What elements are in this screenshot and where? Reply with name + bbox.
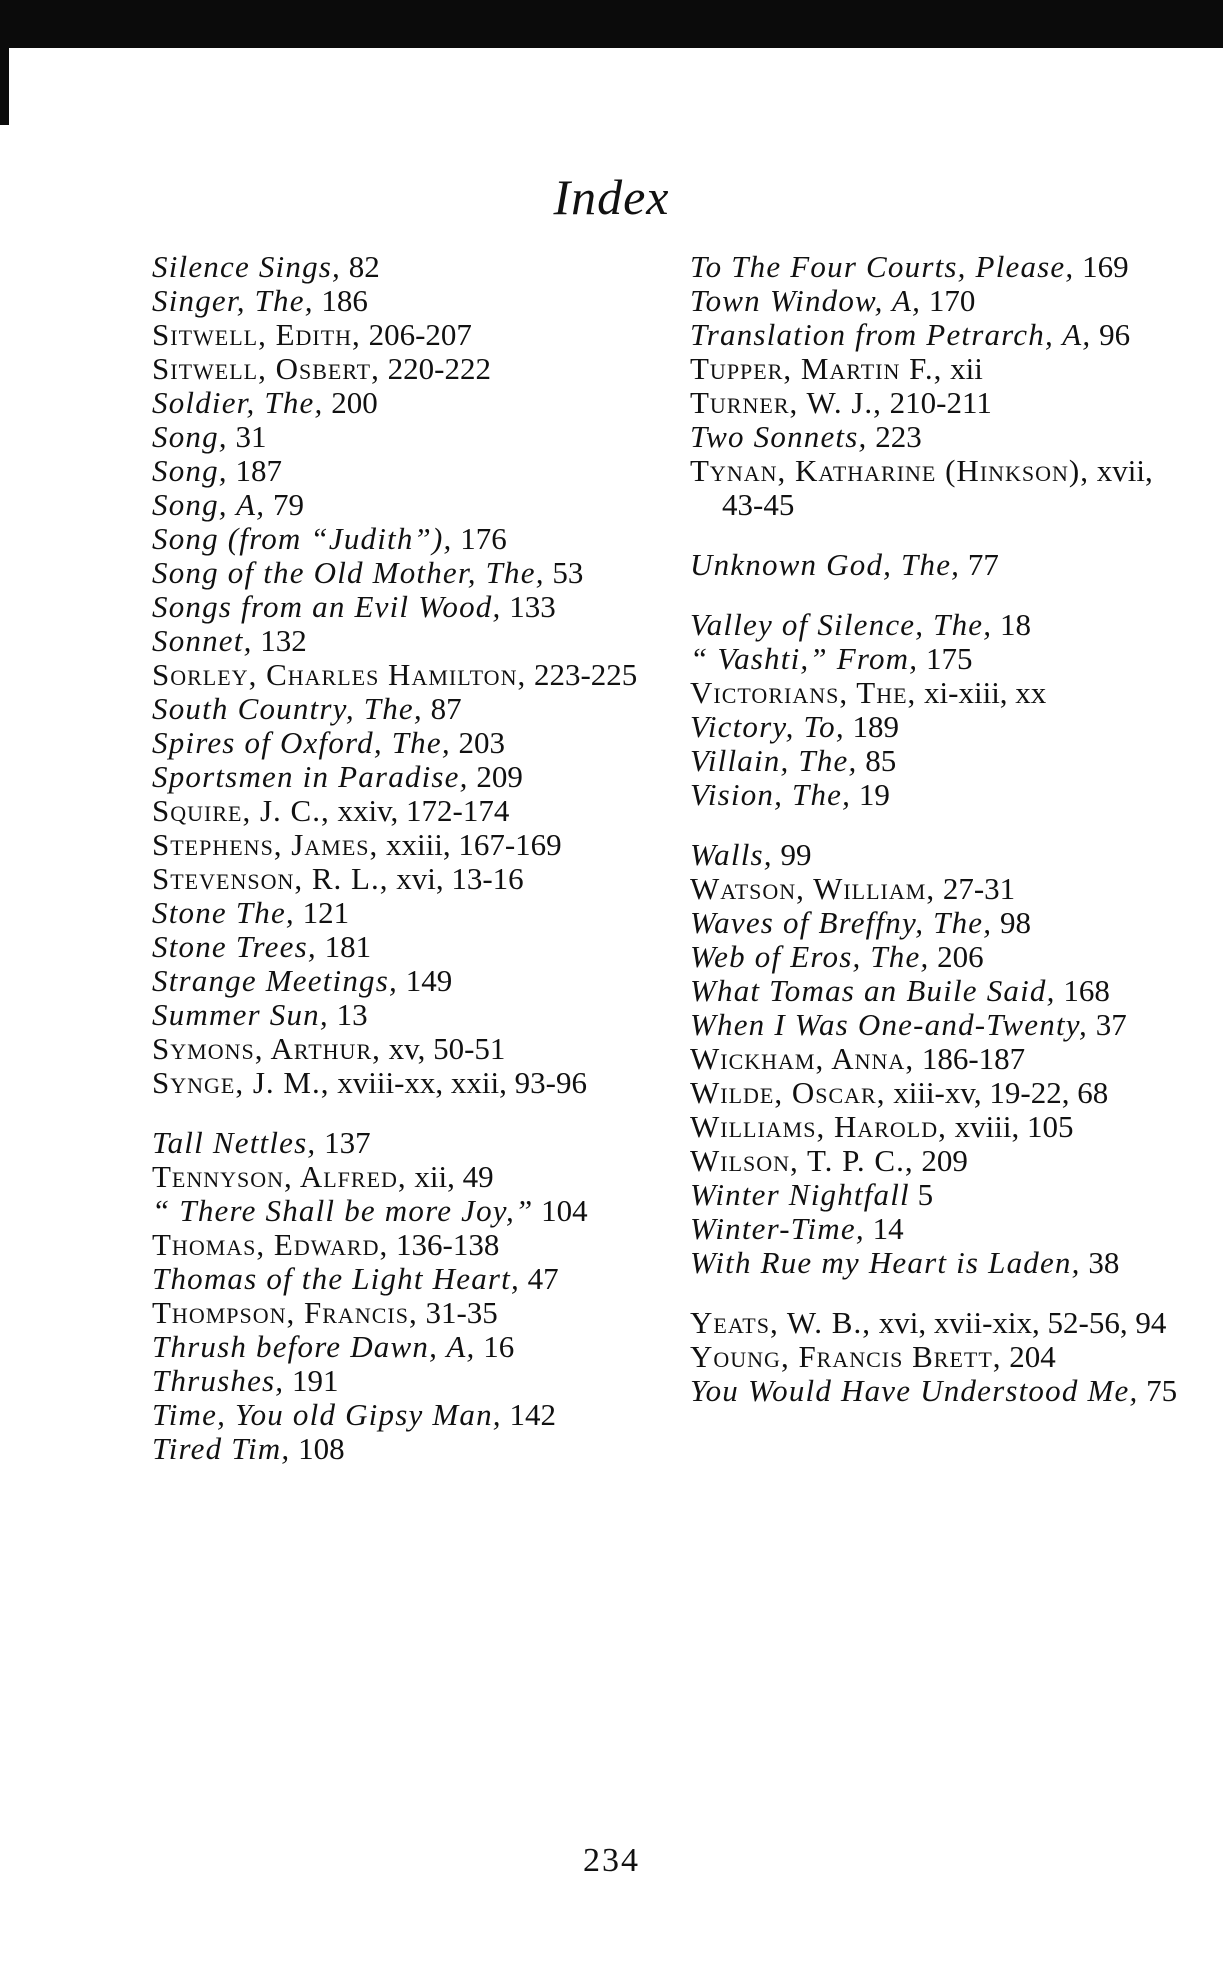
index-entry <box>690 1246 1180 1280</box>
index-entry-term: Sitwell, Osbert, <box>152 351 380 386</box>
index-entry <box>690 1212 1180 1246</box>
index-entry-pages: 137 <box>316 1125 371 1160</box>
index-entry <box>152 760 642 794</box>
index-entry-term: Thrushes, <box>152 1363 285 1398</box>
index-entry <box>690 1306 1180 1340</box>
index-entry-term: Summer Sun, <box>152 997 329 1032</box>
index-entry <box>152 828 642 862</box>
index-entry <box>152 556 642 590</box>
index-entry <box>690 284 1180 318</box>
index-entry-pages: 19 <box>851 777 890 812</box>
index-entry-term: Time, You old Gipsy Man, <box>152 1397 502 1432</box>
index-entry-term: Song, <box>152 419 228 454</box>
index-entry <box>690 1076 1180 1110</box>
index-entry-term: Wilde, Oscar, <box>690 1075 886 1110</box>
index-entry-term: Squire, J. C., <box>152 793 330 828</box>
index-entry-pages: 13 <box>328 997 368 1032</box>
index-entry-pages: 149 <box>397 963 453 998</box>
index-entry-pages: 220-222 <box>379 351 491 386</box>
index-entry-pages: 82 <box>340 249 380 284</box>
index-entry-pages: xvii, 43-45 <box>722 453 1153 522</box>
index-column-left <box>152 250 642 1466</box>
index-entry-term: South Country, The, <box>152 691 423 726</box>
index-entry <box>690 872 1180 906</box>
index-entry-term: Stephens, James, <box>152 827 379 862</box>
index-entry-term: Yeats, W. B., <box>690 1305 871 1340</box>
index-entry-term: You Would Have Understood Me, <box>690 1373 1139 1408</box>
index-entry <box>152 964 642 998</box>
index-entry-term: Wilson, T. P. C., <box>690 1143 914 1178</box>
index-entry-pages: 186-187 <box>914 1041 1026 1076</box>
index-entry-pages: 121 <box>294 895 350 930</box>
index-entry-term: Spires of Oxford, The, <box>152 725 451 760</box>
index-entry-pages: 133 <box>501 589 556 624</box>
index-entry-term: Sportsmen in Paradise, <box>152 759 469 794</box>
index-entry <box>690 744 1180 778</box>
index-entry-term: Song, <box>152 453 228 488</box>
index-entry-term: Wickham, Anna, <box>690 1041 915 1076</box>
index-entry <box>152 1398 642 1432</box>
index-entry-pages: 223 <box>867 419 922 454</box>
index-entry-term: Winter-Time, <box>690 1211 865 1246</box>
index-entry <box>152 896 642 930</box>
index-entry <box>690 838 1180 872</box>
index-entry-term: Williams, Harold, <box>690 1109 947 1144</box>
index-entry-term: Turner, W. J., <box>690 385 882 420</box>
index-entry <box>152 522 642 556</box>
index-entry <box>152 454 642 488</box>
index-entry-pages: 104 <box>533 1193 588 1228</box>
index-entry-term: Stone Trees, <box>152 929 317 964</box>
index-entry-pages: 96 <box>1091 317 1131 352</box>
index-entry-term: “ Vashti,” From, <box>690 641 919 676</box>
index-entry-pages: 14 <box>864 1211 904 1246</box>
index-entry <box>152 284 642 318</box>
index-entry-term: Silence Sings, <box>152 249 341 284</box>
page-title: Index <box>553 169 670 225</box>
index-entry <box>690 710 1180 744</box>
index-entry-pages: 16 <box>475 1329 515 1364</box>
index-entry-pages: 187 <box>227 453 282 488</box>
index-entry-pages: xii, 49 <box>406 1159 494 1194</box>
index-entry-term: Thrush before Dawn, A, <box>152 1329 476 1364</box>
left-border-rule <box>0 0 9 125</box>
index-entry-pages: 108 <box>290 1431 345 1466</box>
index-entry-pages: 132 <box>252 623 307 658</box>
index-entry <box>152 1262 642 1296</box>
index-entry <box>152 1160 642 1194</box>
index-entry-pages: 175 <box>918 641 973 676</box>
index-entry-pages: 176 <box>452 521 507 556</box>
index-entry <box>690 250 1180 284</box>
index-entry-term: Soldier, The, <box>152 385 324 420</box>
index-entry-pages: 170 <box>921 283 976 318</box>
index-entry-term: Two Sonnets, <box>690 419 868 454</box>
index-entry-pages: xi-xiii, xx <box>916 675 1047 710</box>
index-entry <box>152 794 642 828</box>
index-entry-term: Town Window, A, <box>690 283 922 318</box>
index-entry <box>152 1228 642 1262</box>
index-entry-term: Tennyson, Alfred, <box>152 1159 407 1194</box>
index-entry-pages: 210-211 <box>881 385 992 420</box>
index-entry-term: Tynan, Katharine (Hinkson), <box>690 453 1090 488</box>
index-entry-pages: 209 <box>468 759 523 794</box>
index-entry <box>690 1340 1180 1374</box>
index-entry-term: Singer, The, <box>152 283 314 318</box>
index-entry <box>690 386 1180 420</box>
index-entry <box>690 1110 1180 1144</box>
index-entry <box>690 608 1180 642</box>
index-entry <box>690 642 1180 676</box>
index-entry <box>152 624 642 658</box>
index-entry-pages: 203 <box>450 725 506 760</box>
index-entry <box>690 1144 1180 1178</box>
index-entry-pages: 169 <box>1074 249 1129 284</box>
index-entry-term: When I Was One-and-Twenty, <box>690 1007 1088 1042</box>
index-entry-term: Young, Francis Brett, <box>690 1339 1002 1374</box>
index-entry-pages: xviii, 105 <box>946 1109 1074 1144</box>
index-entry-term: Thomas, Edward, <box>152 1227 389 1262</box>
index-entry <box>690 1374 1180 1408</box>
index-entry-term: Tired Tim, <box>152 1431 291 1466</box>
index-entry-term: Synge, J. M., <box>152 1065 330 1100</box>
index-entry-pages: 186 <box>313 283 368 318</box>
index-entry <box>152 386 642 420</box>
index-entry-term: Vision, The, <box>690 777 852 812</box>
index-entry-term: Sitwell, Edith, <box>152 317 361 352</box>
index-entry-term: Sonnet, <box>152 623 253 658</box>
index-entry-pages: xii <box>942 351 983 386</box>
index-entry-term: Watson, William, <box>690 871 936 906</box>
index-entry-pages: xviii-xx, xxii, 93-96 <box>329 1065 587 1100</box>
index-entry <box>152 1432 642 1466</box>
index-entry-term: Song, A, <box>152 487 266 522</box>
index-entry-pages: 191 <box>284 1363 339 1398</box>
index-entry-term: To The Four Courts, Please, <box>690 249 1075 284</box>
index-entry-pages: 189 <box>844 709 900 744</box>
index-entry-pages: 27-31 <box>935 871 1016 906</box>
index-entry <box>152 1364 642 1398</box>
index-entry <box>690 318 1180 352</box>
index-entry <box>690 778 1180 812</box>
index-entry-pages: 37 <box>1087 1007 1127 1042</box>
index-entry <box>152 590 642 624</box>
index-entry <box>152 692 642 726</box>
index-entry <box>152 998 642 1032</box>
index-entry-term: Strange Meetings, <box>152 963 398 998</box>
index-entry-pages: 98 <box>992 905 1031 940</box>
index-entry <box>690 1042 1180 1076</box>
index-entry-pages: 200 <box>323 385 378 420</box>
index-entry <box>152 250 642 284</box>
index-entry <box>690 974 1180 1008</box>
index-entry-term: Stone The, <box>152 895 295 930</box>
index-entry-pages: 53 <box>544 555 584 590</box>
index-entry <box>690 906 1180 940</box>
index-entry-term: Waves of Breffny, The, <box>690 905 993 940</box>
index-entry-pages: 181 <box>316 929 372 964</box>
index-entry-pages: xiii-xv, 19-22, 68 <box>885 1075 1109 1110</box>
index-entry <box>690 548 1180 582</box>
index-entry-pages: 223-225 <box>526 657 638 692</box>
index-entry-pages: 99 <box>772 837 812 872</box>
index-entry <box>152 352 642 386</box>
index-entry-term: With Rue my Heart is Laden, <box>690 1245 1081 1280</box>
index-entry <box>152 1126 642 1160</box>
index-entry-pages: 77 <box>960 547 999 582</box>
index-entry-term: Stevenson, R. L., <box>152 861 389 896</box>
index-entry-pages: 31 <box>227 419 267 454</box>
index-entry-term: Song (from “Judith”), <box>152 521 453 556</box>
index-entry-pages: 206 <box>929 939 984 974</box>
index-entry-pages: 142 <box>501 1397 556 1432</box>
index-entry-term: Sorley, Charles Hamilton, <box>152 657 527 692</box>
index-entry-pages: xv, 50-51 <box>380 1031 506 1066</box>
index-entry-pages: 204 <box>1001 1339 1056 1374</box>
index-entry <box>152 420 642 454</box>
index-entry <box>152 1032 642 1066</box>
index-entry <box>690 676 1180 710</box>
index-entry-term: Winter Nightfall <box>690 1177 910 1212</box>
index-entry-term: Thompson, Francis, <box>152 1295 418 1330</box>
index-entry-pages: xxiv, 172-174 <box>329 793 510 828</box>
index-entry-term: Song of the Old Mother, The, <box>152 555 545 590</box>
index-entry <box>690 1008 1180 1042</box>
index-column-right <box>690 250 1180 1408</box>
index-entry <box>152 1194 642 1228</box>
index-entry <box>152 862 642 896</box>
index-entry-term: “ There Shall be more Joy,” <box>152 1193 534 1228</box>
top-border-bar <box>0 0 1223 40</box>
index-entry-pages: 75 <box>1138 1373 1178 1408</box>
index-entry <box>152 930 642 964</box>
index-entry-pages: 85 <box>857 743 897 778</box>
index-entry-pages: 5 <box>909 1177 934 1212</box>
index-entry-term: Tall Nettles, <box>152 1125 317 1160</box>
index-entry <box>690 940 1180 974</box>
index-entry-term: Victorians, The, <box>690 675 917 710</box>
index-entry-term: Victory, To, <box>690 709 845 744</box>
index-entry-pages: 38 <box>1080 1245 1120 1280</box>
index-entry <box>152 318 642 352</box>
index-entry-term: Unknown God, The, <box>690 547 961 582</box>
index-entry-term: Symons, Arthur, <box>152 1031 381 1066</box>
index-entry-pages: 136-138 <box>388 1227 500 1262</box>
index-entry-term: Translation from Petrarch, A, <box>690 317 1092 352</box>
index-entry-pages: 209 <box>913 1143 968 1178</box>
index-entry-term: Web of Eros, The, <box>690 939 930 974</box>
index-entry-pages: 18 <box>992 607 1031 642</box>
index-entry-pages: 168 <box>1055 973 1110 1008</box>
index-entry <box>690 1178 1180 1212</box>
index-entry <box>152 1330 642 1364</box>
index-entry-term: Tupper, Martin F., <box>690 351 943 386</box>
index-entry-pages: xvi, xvii-xix, 52-56, 94 <box>870 1305 1167 1340</box>
index-entry <box>690 454 1180 522</box>
index-entry <box>690 352 1180 386</box>
index-entry-term: Walls, <box>690 837 773 872</box>
index-entry-pages: xxiii, 167-169 <box>378 827 562 862</box>
index-entry <box>152 488 642 522</box>
index-entry-term: Songs from an Evil Wood, <box>152 589 502 624</box>
index-entry-term: Villain, The, <box>690 743 858 778</box>
index-entry <box>152 1066 642 1100</box>
index-entry-term: Thomas of the Light Heart, <box>152 1261 520 1296</box>
index-entry <box>690 420 1180 454</box>
index-entry-pages: 87 <box>422 691 462 726</box>
index-entry <box>152 726 642 760</box>
index-entry-pages: xvi, 13-16 <box>388 861 524 896</box>
index-entry-term: What Tomas an Buile Said, <box>690 973 1056 1008</box>
index-entry-pages: 31-35 <box>417 1295 498 1330</box>
index-entry-term: Valley of Silence, The, <box>690 607 993 642</box>
index-entry-pages: 47 <box>519 1261 559 1296</box>
page-number: 234 <box>583 1842 640 1879</box>
index-entry <box>152 658 642 692</box>
index-entry-pages: 79 <box>265 487 304 522</box>
index-entry-pages: 206-207 <box>360 317 472 352</box>
index-entry <box>152 1296 642 1330</box>
